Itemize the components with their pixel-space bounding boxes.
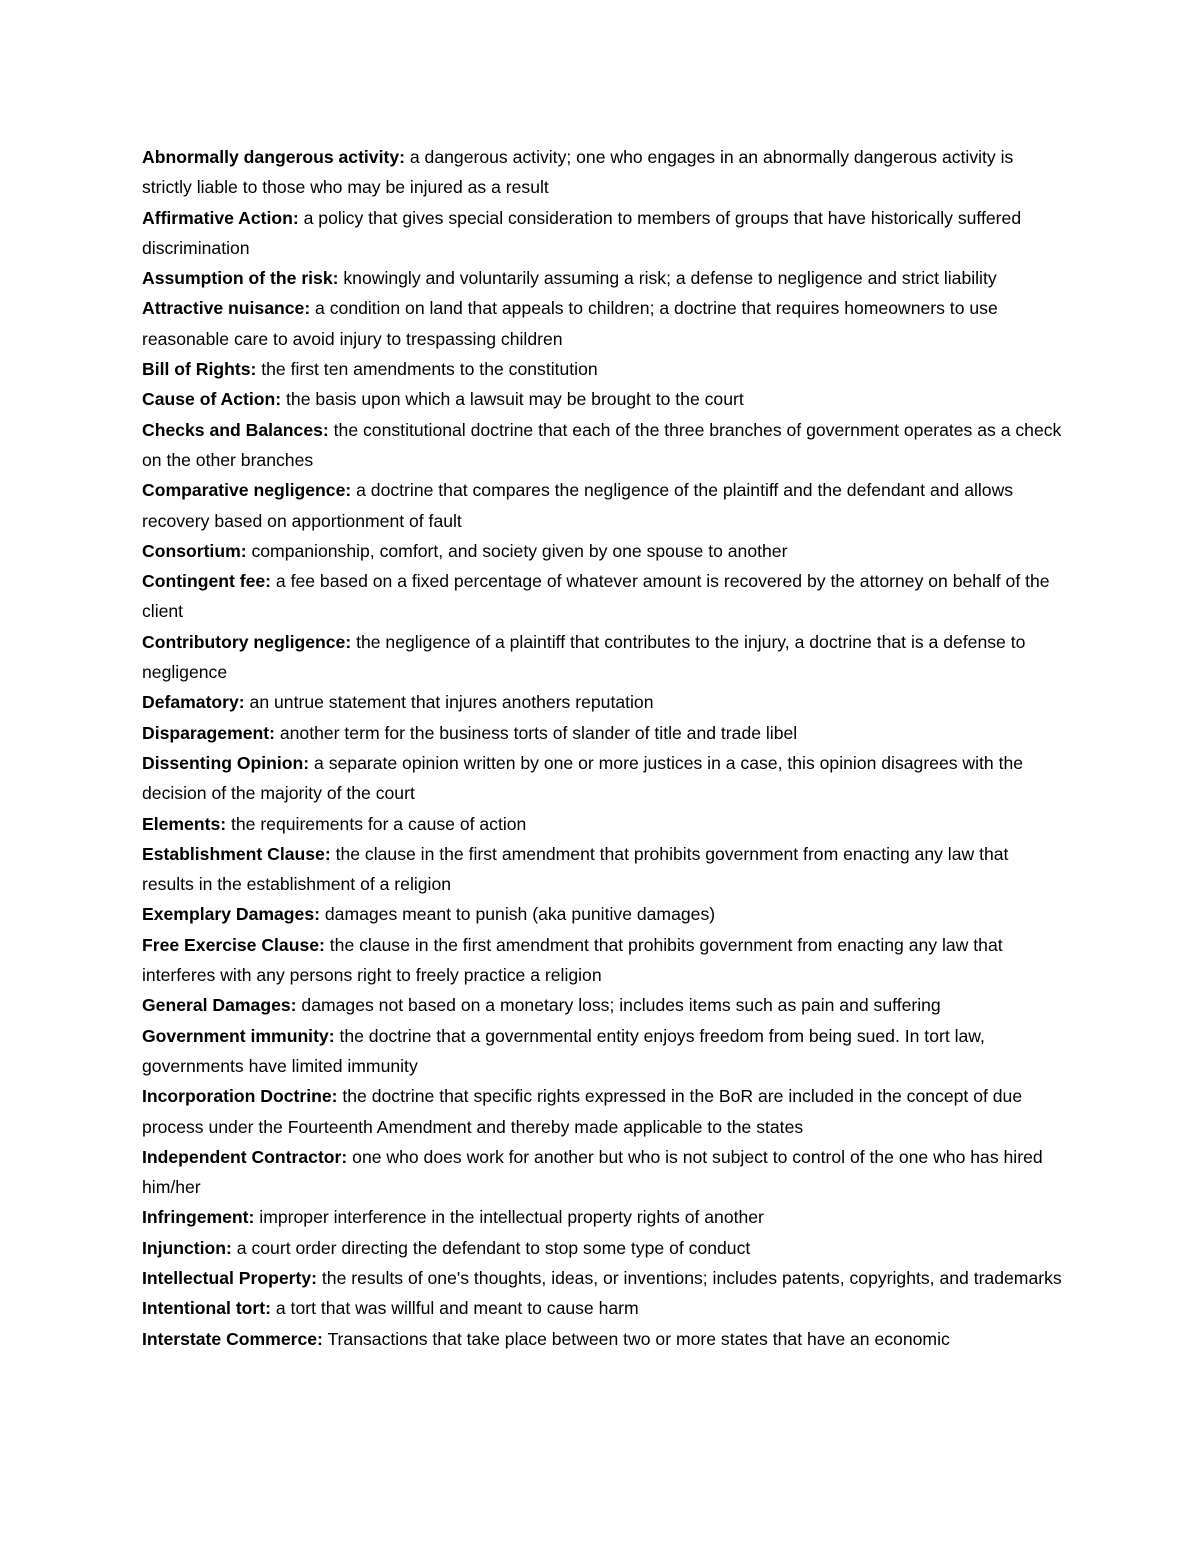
glossary-term: Incorporation Doctrine: xyxy=(142,1086,338,1107)
glossary-entry xyxy=(142,354,1062,384)
glossary-definition: an untrue statement that injures anothers reputation xyxy=(244,692,654,713)
glossary-definition: a court order directing the defendant to stop some type of conduct xyxy=(231,1237,751,1258)
glossary-definition: knowingly and voluntarily assuming a risk; a defense to negligence and strict liability xyxy=(338,268,997,289)
glossary-term: Checks and Balances: xyxy=(142,419,329,440)
glossary-definition: a condition on land that appeals to children; a doctrine that requires homeowners to use reasonable care to avoid injury to trespassing children xyxy=(142,298,998,349)
glossary-term: Disparagement: xyxy=(142,722,275,743)
glossary-term: Comparative negligence: xyxy=(142,480,352,501)
glossary-term: General Damages: xyxy=(142,995,297,1016)
glossary-definition: the results of one's thoughts, ideas, or inventions; includes patents, copyrights, and trademarks xyxy=(317,1267,1062,1288)
glossary-term: Intellectual Property: xyxy=(142,1267,318,1288)
glossary-definition: Transactions that take place between two or more states that have an economic xyxy=(322,1328,950,1349)
glossary-entry xyxy=(142,415,1062,476)
glossary-definition: the clause in the first amendment that prohibits government from enacting any law that results in the establishment of a religion xyxy=(142,843,1009,895)
glossary-entry xyxy=(142,203,1062,264)
glossary-entry xyxy=(142,293,1062,354)
glossary-entry xyxy=(142,1324,1062,1354)
glossary-entry xyxy=(142,566,1062,627)
glossary-entry xyxy=(142,687,1062,717)
glossary-entry xyxy=(142,536,1062,566)
glossary-definition: the doctrine that a governmental entity enjoys freedom from being sued. In tort law, governments have limited immunity xyxy=(142,1025,985,1076)
glossary-term: Dissenting Opinion: xyxy=(142,752,310,773)
glossary-definition: the requirements for a cause of action xyxy=(226,813,527,834)
glossary-term: Interstate Commerce: xyxy=(142,1328,323,1349)
glossary-definition: a dangerous activity; one who engages in an abnormally dangerous activity is strictly liable to those who may be injured as a result xyxy=(142,147,1014,198)
glossary-definition: improper interference in the intellectual property rights of another xyxy=(254,1207,764,1228)
glossary-entry xyxy=(142,475,1062,536)
glossary-definition: damages not based on a monetary loss; includes items such as pain and suffering xyxy=(296,995,941,1016)
glossary-entry xyxy=(142,809,1062,839)
glossary-definition: a doctrine that compares the negligence of the plaintiff and the defendant and allows recovery based on apportionment of fault xyxy=(142,480,1014,531)
glossary-entry xyxy=(142,990,1062,1020)
glossary-page xyxy=(142,142,1062,1354)
glossary-term: Abnormally dangerous activity: xyxy=(142,147,405,167)
glossary-definition: the constitutional doctrine that each of the three branches of government operates as a check on the other branches xyxy=(142,419,1062,470)
glossary-definition: a tort that was willful and meant to cause harm xyxy=(271,1298,639,1319)
glossary-term: Attractive nuisance: xyxy=(142,298,311,319)
glossary-term: Cause of Action: xyxy=(142,389,282,410)
glossary-entry xyxy=(142,930,1062,991)
glossary-entry xyxy=(142,1233,1062,1263)
glossary-term: Affirmative Action: xyxy=(142,207,299,228)
glossary-definition: the negligence of a plaintiff that contributes to the injury, a doctrine that is a defense to negligence xyxy=(142,631,1026,683)
glossary-entry xyxy=(142,748,1062,809)
glossary-definition: the doctrine that specific rights expressed in the BoR are included in the concept of due process under the Fourteenth Amendment and thereby made applicable to the states xyxy=(142,1086,1023,1137)
glossary-entry xyxy=(142,1293,1062,1323)
glossary-definition: another term for the business torts of slander of title and trade libel xyxy=(274,722,798,743)
glossary-entry xyxy=(142,718,1062,748)
glossary-definition: damages meant to punish (aka punitive damages) xyxy=(319,904,716,925)
glossary-definition: companionship, comfort, and society given by one spouse to another xyxy=(246,540,788,561)
glossary-entry xyxy=(142,1021,1062,1082)
glossary-entry xyxy=(142,899,1062,929)
glossary-term: Establishment Clause: xyxy=(142,843,331,864)
glossary-definition: one who does work for another but who is not subject to control of the one who has hired him/her xyxy=(142,1146,1043,1198)
glossary-entry xyxy=(142,1202,1062,1232)
glossary-term: Government immunity: xyxy=(142,1025,335,1046)
glossary-definition: the basis upon which a lawsuit may be brought to the court xyxy=(281,389,744,410)
glossary-entry xyxy=(142,142,1062,203)
glossary-entry xyxy=(142,263,1062,293)
glossary-entry xyxy=(142,1142,1062,1203)
glossary-entry xyxy=(142,627,1062,688)
glossary-definition: the first ten amendments to the constitution xyxy=(256,359,598,380)
glossary-term: Consortium: xyxy=(142,540,247,561)
glossary-term: Injunction: xyxy=(142,1237,232,1258)
glossary-term: Exemplary Damages: xyxy=(142,904,320,925)
glossary-definition: a policy that gives special consideration to members of groups that have historically suffered discrimination xyxy=(142,207,1022,258)
glossary-entry xyxy=(142,839,1062,900)
glossary-term: Assumption of the risk: xyxy=(142,268,339,289)
glossary-term: Intentional tort: xyxy=(142,1298,271,1319)
glossary-entry xyxy=(142,1081,1062,1142)
glossary-definition: the clause in the first amendment that prohibits government from enacting any law that interferes with any persons right to freely practice a religion xyxy=(142,934,1003,986)
glossary-term: Infringement: xyxy=(142,1207,255,1228)
glossary-term: Independent Contractor: xyxy=(142,1146,348,1167)
glossary-term: Bill of Rights: xyxy=(142,359,257,380)
glossary-term: Contingent fee: xyxy=(142,571,272,592)
glossary-definition: a fee based on a fixed percentage of whatever amount is recovered by the attorney on behalf of the client xyxy=(142,571,1050,622)
glossary-definition: a separate opinion written by one or more justices in a case, this opinion disagrees with the decision of the majority of the court xyxy=(142,752,1024,804)
glossary-entry xyxy=(142,1263,1062,1293)
glossary-term: Elements: xyxy=(142,813,227,834)
glossary-entry xyxy=(142,384,1062,414)
glossary-term: Defamatory: xyxy=(142,692,245,713)
glossary-term: Contributory negligence: xyxy=(142,631,352,652)
glossary-term: Free Exercise Clause: xyxy=(142,934,325,955)
